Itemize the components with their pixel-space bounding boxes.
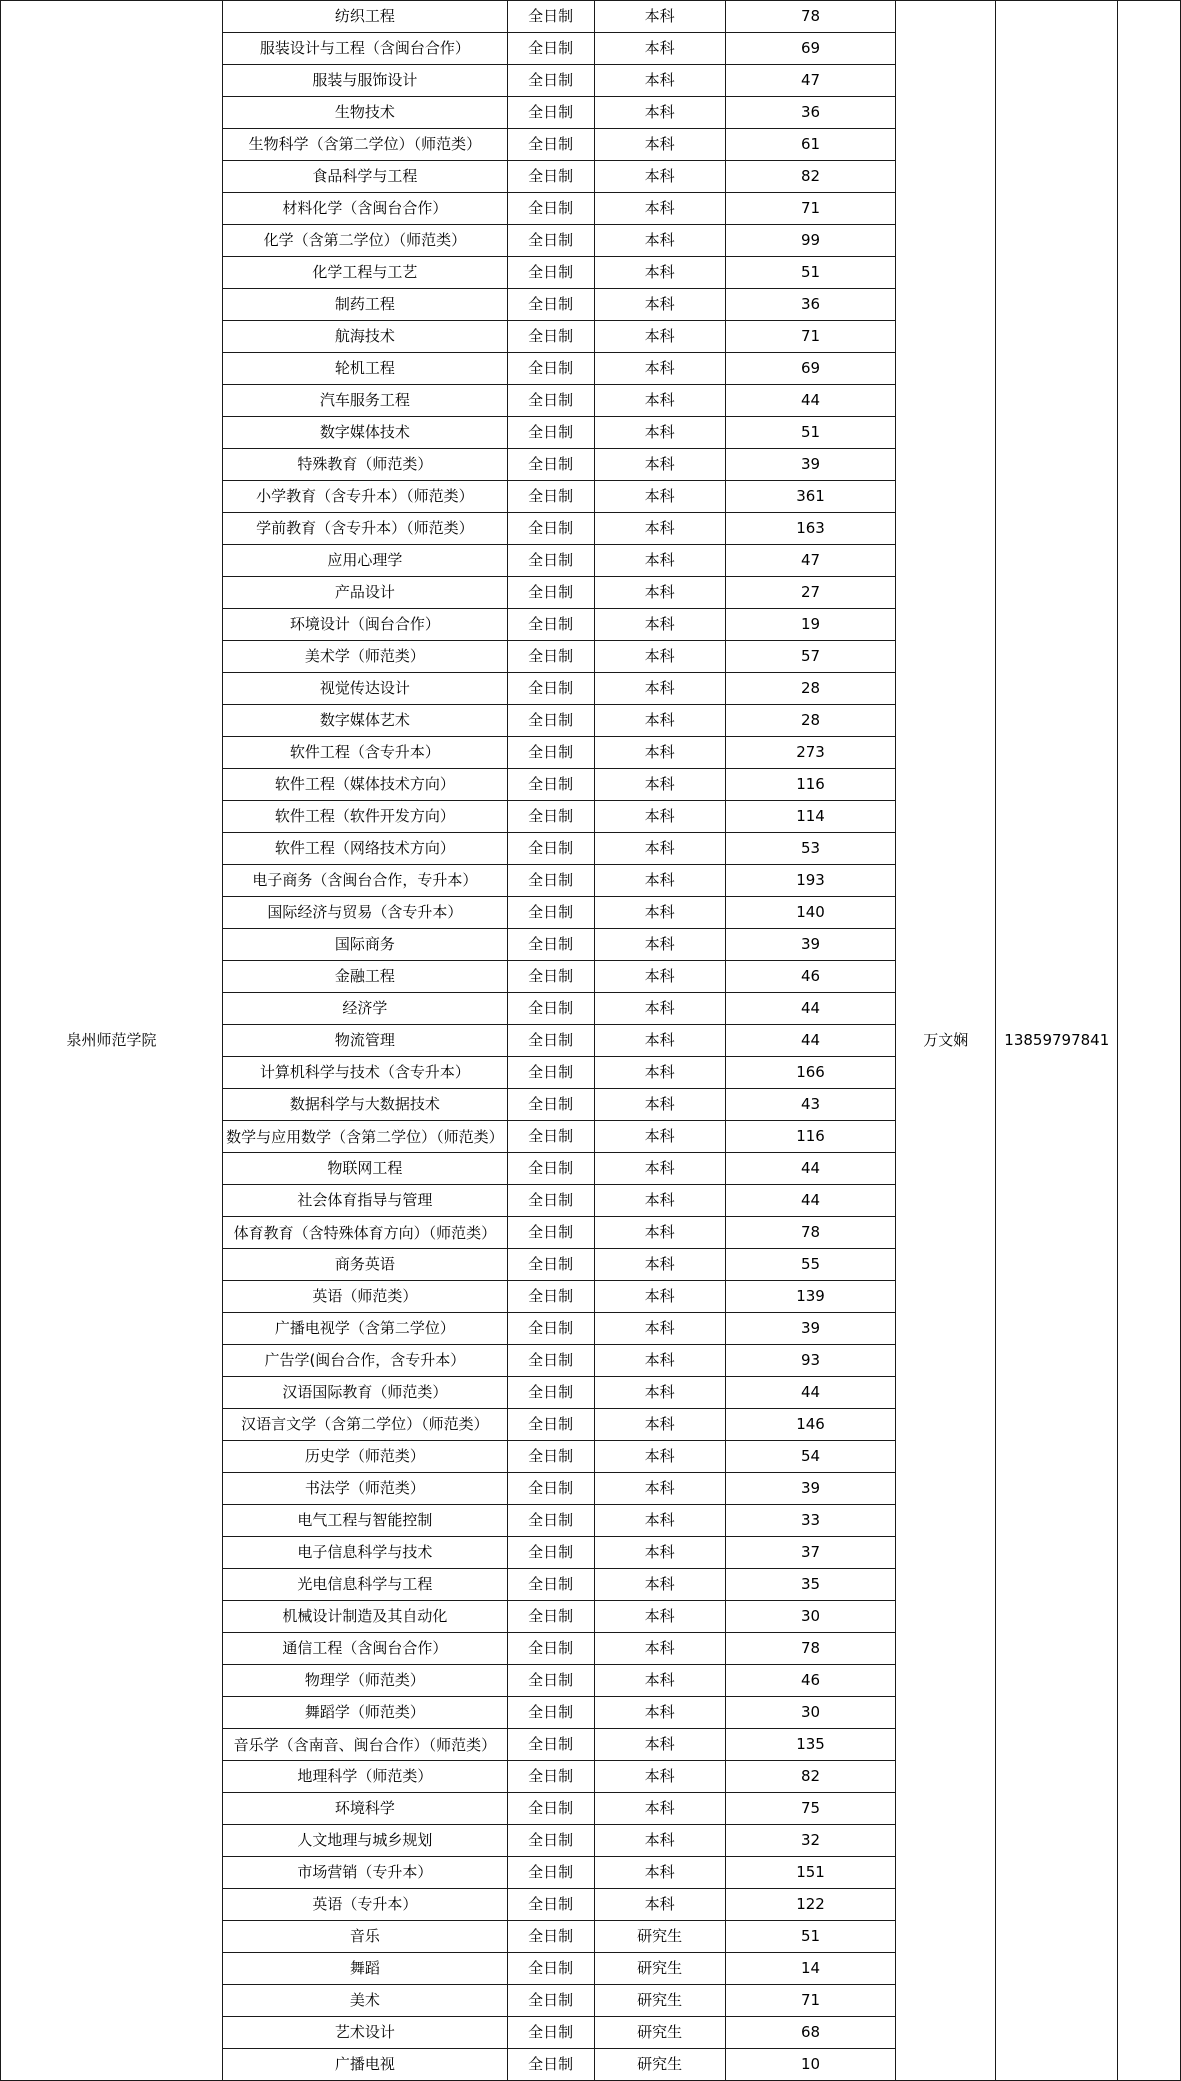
school-name-cell: 泉州师范学院 — [1, 1, 223, 2081]
major-cell: 电子商务（含闽台合作，专升本） — [223, 865, 508, 897]
study-mode-cell: 全日制 — [507, 1921, 594, 1953]
enrollment-count-cell: 116 — [725, 769, 896, 801]
degree-level-cell: 本科 — [594, 321, 725, 353]
enrollment-count-cell: 57 — [725, 641, 896, 673]
study-mode-cell: 全日制 — [507, 961, 594, 993]
degree-level-cell: 本科 — [594, 801, 725, 833]
major-cell: 地理科学（师范类） — [223, 1761, 508, 1793]
enrollment-count-cell: 27 — [725, 577, 896, 609]
degree-level-cell: 本科 — [594, 1185, 725, 1217]
study-mode-cell: 全日制 — [507, 833, 594, 865]
major-cell: 轮机工程 — [223, 353, 508, 385]
degree-level-cell: 本科 — [594, 257, 725, 289]
degree-level-cell: 本科 — [594, 1345, 725, 1377]
major-cell: 小学教育（含专升本）（师范类） — [223, 481, 508, 513]
degree-level-cell: 本科 — [594, 673, 725, 705]
enrollment-count-cell: 36 — [725, 97, 896, 129]
major-cell: 化学（含第二学位）（师范类） — [223, 225, 508, 257]
degree-level-cell: 本科 — [594, 1, 725, 33]
study-mode-cell: 全日制 — [507, 1697, 594, 1729]
major-cell: 物理学（师范类） — [223, 1665, 508, 1697]
study-mode-cell: 全日制 — [507, 673, 594, 705]
major-cell: 国际经济与贸易（含专升本） — [223, 897, 508, 929]
enrollment-count-cell: 82 — [725, 161, 896, 193]
enrollment-count-cell: 10 — [725, 2049, 896, 2081]
major-cell: 美术 — [223, 1985, 508, 2017]
enrollment-count-cell: 19 — [725, 609, 896, 641]
major-cell: 服装与服饰设计 — [223, 65, 508, 97]
major-cell: 数学与应用数学（含第二学位）（师范类） — [223, 1121, 508, 1153]
enrollment-count-cell: 30 — [725, 1697, 896, 1729]
degree-level-cell: 本科 — [594, 865, 725, 897]
major-cell: 纺织工程 — [223, 1, 508, 33]
degree-level-cell: 本科 — [594, 1889, 725, 1921]
enrollment-count-cell: 32 — [725, 1825, 896, 1857]
degree-level-cell: 本科 — [594, 289, 725, 321]
major-cell: 生物科学（含第二学位）（师范类） — [223, 129, 508, 161]
major-cell: 体育教育（含特殊体育方向）（师范类） — [223, 1217, 508, 1249]
major-cell: 电子信息科学与技术 — [223, 1537, 508, 1569]
degree-level-cell: 本科 — [594, 1441, 725, 1473]
major-cell: 人文地理与城乡规划 — [223, 1825, 508, 1857]
study-mode-cell: 全日制 — [507, 1089, 594, 1121]
enrollment-count-cell: 39 — [725, 929, 896, 961]
study-mode-cell: 全日制 — [507, 1313, 594, 1345]
study-mode-cell: 全日制 — [507, 769, 594, 801]
enrollment-count-cell: 122 — [725, 1889, 896, 1921]
study-mode-cell: 全日制 — [507, 1825, 594, 1857]
degree-level-cell: 本科 — [594, 417, 725, 449]
enrollment-count-cell: 93 — [725, 1345, 896, 1377]
study-mode-cell: 全日制 — [507, 321, 594, 353]
enrollment-count-cell: 51 — [725, 417, 896, 449]
study-mode-cell: 全日制 — [507, 193, 594, 225]
major-cell: 通信工程（含闽台合作） — [223, 1633, 508, 1665]
major-cell: 制药工程 — [223, 289, 508, 321]
enrollment-count-cell: 36 — [725, 289, 896, 321]
table-body — [1, 1, 1181, 2081]
study-mode-cell: 全日制 — [507, 417, 594, 449]
degree-level-cell: 本科 — [594, 1665, 725, 1697]
major-cell: 环境设计（闽台合作） — [223, 609, 508, 641]
study-mode-cell: 全日制 — [507, 1345, 594, 1377]
study-mode-cell: 全日制 — [507, 1473, 594, 1505]
enrollment-count-cell: 43 — [725, 1089, 896, 1121]
degree-level-cell: 本科 — [594, 1249, 725, 1281]
degree-level-cell: 研究生 — [594, 1985, 725, 2017]
enrollment-count-cell: 35 — [725, 1569, 896, 1601]
study-mode-cell: 全日制 — [507, 1665, 594, 1697]
major-cell: 汉语言文学（含第二学位）（师范类） — [223, 1409, 508, 1441]
degree-level-cell: 本科 — [594, 705, 725, 737]
study-mode-cell: 全日制 — [507, 2049, 594, 2081]
notes-cell — [1118, 1, 1181, 2081]
study-mode-cell: 全日制 — [507, 609, 594, 641]
enrollment-count-cell: 47 — [725, 545, 896, 577]
major-cell: 广播电视学（含第二学位） — [223, 1313, 508, 1345]
study-mode-cell: 全日制 — [507, 1153, 594, 1185]
degree-level-cell: 本科 — [594, 1505, 725, 1537]
degree-level-cell: 本科 — [594, 1409, 725, 1441]
major-cell: 化学工程与工艺 — [223, 257, 508, 289]
study-mode-cell: 全日制 — [507, 737, 594, 769]
enrollment-count-cell: 44 — [725, 1185, 896, 1217]
degree-level-cell: 本科 — [594, 1025, 725, 1057]
enrollment-count-cell: 82 — [725, 1761, 896, 1793]
major-cell: 电气工程与智能控制 — [223, 1505, 508, 1537]
enrollment-count-cell: 78 — [725, 1633, 896, 1665]
major-cell: 舞蹈 — [223, 1953, 508, 1985]
enrollment-count-cell: 30 — [725, 1601, 896, 1633]
degree-level-cell: 本科 — [594, 1281, 725, 1313]
degree-level-cell: 本科 — [594, 449, 725, 481]
major-cell: 软件工程（媒体技术方向） — [223, 769, 508, 801]
enrollment-count-cell: 39 — [725, 449, 896, 481]
major-cell: 金融工程 — [223, 961, 508, 993]
study-mode-cell: 全日制 — [507, 161, 594, 193]
degree-level-cell: 本科 — [594, 1761, 725, 1793]
degree-level-cell: 研究生 — [594, 2017, 725, 2049]
study-mode-cell: 全日制 — [507, 1953, 594, 1985]
contact-phone-cell: 13859797841 — [996, 1, 1118, 2081]
degree-level-cell: 本科 — [594, 1153, 725, 1185]
study-mode-cell: 全日制 — [507, 1, 594, 33]
degree-level-cell: 本科 — [594, 225, 725, 257]
enrollment-count-cell: 28 — [725, 705, 896, 737]
major-cell: 历史学（师范类） — [223, 1441, 508, 1473]
enrollment-count-cell: 55 — [725, 1249, 896, 1281]
enrollment-count-cell: 361 — [725, 481, 896, 513]
enrollment-count-cell: 69 — [725, 353, 896, 385]
enrollment-count-cell: 163 — [725, 513, 896, 545]
enrollment-count-cell: 44 — [725, 1153, 896, 1185]
enrollment-count-cell: 151 — [725, 1857, 896, 1889]
degree-level-cell: 本科 — [594, 1633, 725, 1665]
enrollment-count-cell: 114 — [725, 801, 896, 833]
degree-level-cell: 本科 — [594, 1089, 725, 1121]
enrollment-count-cell: 37 — [725, 1537, 896, 1569]
study-mode-cell: 全日制 — [507, 1121, 594, 1153]
degree-level-cell: 本科 — [594, 1601, 725, 1633]
degree-level-cell: 本科 — [594, 577, 725, 609]
major-cell: 经济学 — [223, 993, 508, 1025]
study-mode-cell: 全日制 — [507, 65, 594, 97]
enrollment-count-cell: 68 — [725, 2017, 896, 2049]
enrollment-count-cell: 78 — [725, 1, 896, 33]
major-cell: 学前教育（含专升本）（师范类） — [223, 513, 508, 545]
enrollment-count-cell: 166 — [725, 1057, 896, 1089]
study-mode-cell: 全日制 — [507, 1441, 594, 1473]
enrollment-count-cell: 53 — [725, 833, 896, 865]
degree-level-cell: 本科 — [594, 1697, 725, 1729]
study-mode-cell: 全日制 — [507, 1857, 594, 1889]
enrollment-count-cell: 71 — [725, 1985, 896, 2017]
degree-level-cell: 本科 — [594, 1217, 725, 1249]
study-mode-cell: 全日制 — [507, 865, 594, 897]
degree-level-cell: 本科 — [594, 129, 725, 161]
degree-level-cell: 本科 — [594, 65, 725, 97]
major-cell: 美术学（师范类） — [223, 641, 508, 673]
major-cell: 艺术设计 — [223, 2017, 508, 2049]
study-mode-cell: 全日制 — [507, 1729, 594, 1761]
enrollment-count-cell: 135 — [725, 1729, 896, 1761]
major-cell: 英语（专升本） — [223, 1889, 508, 1921]
enrollment-count-cell: 146 — [725, 1409, 896, 1441]
major-cell: 广告学(闽台合作，含专升本） — [223, 1345, 508, 1377]
degree-level-cell: 本科 — [594, 769, 725, 801]
table-row — [1, 1, 1181, 33]
enrollment-count-cell: 14 — [725, 1953, 896, 1985]
major-cell: 生物技术 — [223, 97, 508, 129]
enrollment-count-cell: 44 — [725, 993, 896, 1025]
study-mode-cell: 全日制 — [507, 1601, 594, 1633]
enrollment-count-cell: 61 — [725, 129, 896, 161]
major-cell: 社会体育指导与管理 — [223, 1185, 508, 1217]
contact-person-cell: 万文娴 — [896, 1, 996, 2081]
enrollment-count-cell: 116 — [725, 1121, 896, 1153]
major-cell: 材料化学（含闽台合作） — [223, 193, 508, 225]
major-cell: 软件工程（网络技术方向） — [223, 833, 508, 865]
major-cell: 物联网工程 — [223, 1153, 508, 1185]
enrollment-count-cell: 193 — [725, 865, 896, 897]
enrollment-count-cell: 99 — [725, 225, 896, 257]
major-cell: 机械设计制造及其自动化 — [223, 1601, 508, 1633]
degree-level-cell: 本科 — [594, 161, 725, 193]
study-mode-cell: 全日制 — [507, 705, 594, 737]
degree-level-cell: 本科 — [594, 1729, 725, 1761]
degree-level-cell: 本科 — [594, 1377, 725, 1409]
major-cell: 应用心理学 — [223, 545, 508, 577]
study-mode-cell: 全日制 — [507, 1761, 594, 1793]
major-cell: 商务英语 — [223, 1249, 508, 1281]
degree-level-cell: 本科 — [594, 1473, 725, 1505]
study-mode-cell: 全日制 — [507, 1281, 594, 1313]
degree-level-cell: 本科 — [594, 929, 725, 961]
major-cell: 食品科学与工程 — [223, 161, 508, 193]
study-mode-cell: 全日制 — [507, 257, 594, 289]
enrollment-count-cell: 54 — [725, 1441, 896, 1473]
degree-level-cell: 本科 — [594, 1569, 725, 1601]
study-mode-cell: 全日制 — [507, 449, 594, 481]
degree-level-cell: 本科 — [594, 993, 725, 1025]
degree-level-cell: 本科 — [594, 33, 725, 65]
study-mode-cell: 全日制 — [507, 1505, 594, 1537]
study-mode-cell: 全日制 — [507, 1537, 594, 1569]
degree-level-cell: 本科 — [594, 193, 725, 225]
major-cell: 汽车服务工程 — [223, 385, 508, 417]
study-mode-cell: 全日制 — [507, 1569, 594, 1601]
degree-level-cell: 本科 — [594, 513, 725, 545]
enrollment-count-cell: 46 — [725, 1665, 896, 1697]
degree-level-cell: 本科 — [594, 1857, 725, 1889]
major-cell: 汉语国际教育（师范类） — [223, 1377, 508, 1409]
degree-level-cell: 本科 — [594, 1793, 725, 1825]
study-mode-cell: 全日制 — [507, 1633, 594, 1665]
major-cell: 物流管理 — [223, 1025, 508, 1057]
study-mode-cell: 全日制 — [507, 2017, 594, 2049]
enrollment-count-cell: 28 — [725, 673, 896, 705]
major-cell: 书法学（师范类） — [223, 1473, 508, 1505]
major-cell: 数字媒体技术 — [223, 417, 508, 449]
study-mode-cell: 全日制 — [507, 1409, 594, 1441]
major-cell: 市场营销（专升本） — [223, 1857, 508, 1889]
study-mode-cell: 全日制 — [507, 513, 594, 545]
enrollment-count-cell: 47 — [725, 65, 896, 97]
study-mode-cell: 全日制 — [507, 1057, 594, 1089]
enrollment-count-cell: 71 — [725, 321, 896, 353]
degree-level-cell: 本科 — [594, 545, 725, 577]
major-cell: 视觉传达设计 — [223, 673, 508, 705]
degree-level-cell: 本科 — [594, 481, 725, 513]
enrollment-count-cell: 44 — [725, 1377, 896, 1409]
major-cell: 数据科学与大数据技术 — [223, 1089, 508, 1121]
degree-level-cell: 本科 — [594, 97, 725, 129]
enrollment-count-cell: 51 — [725, 1921, 896, 1953]
degree-level-cell: 本科 — [594, 353, 725, 385]
degree-level-cell: 本科 — [594, 1825, 725, 1857]
enrollment-count-cell: 44 — [725, 1025, 896, 1057]
study-mode-cell: 全日制 — [507, 1185, 594, 1217]
major-cell: 产品设计 — [223, 577, 508, 609]
degree-level-cell: 本科 — [594, 1313, 725, 1345]
study-mode-cell: 全日制 — [507, 353, 594, 385]
study-mode-cell: 全日制 — [507, 1377, 594, 1409]
degree-level-cell: 本科 — [594, 961, 725, 993]
degree-level-cell: 本科 — [594, 1057, 725, 1089]
major-cell: 特殊教育（师范类） — [223, 449, 508, 481]
study-mode-cell: 全日制 — [507, 385, 594, 417]
degree-level-cell: 本科 — [594, 897, 725, 929]
enrollment-count-cell: 39 — [725, 1473, 896, 1505]
enrollment-count-cell: 71 — [725, 193, 896, 225]
enrollment-count-cell: 44 — [725, 385, 896, 417]
major-cell: 计算机科学与技术（含专升本） — [223, 1057, 508, 1089]
study-mode-cell: 全日制 — [507, 577, 594, 609]
study-mode-cell: 全日制 — [507, 1889, 594, 1921]
enrollment-count-cell: 273 — [725, 737, 896, 769]
study-mode-cell: 全日制 — [507, 225, 594, 257]
study-mode-cell: 全日制 — [507, 1985, 594, 2017]
major-cell: 音乐 — [223, 1921, 508, 1953]
major-cell: 音乐学（含南音、闽台合作）（师范类） — [223, 1729, 508, 1761]
major-cell: 服装设计与工程（含闽台合作） — [223, 33, 508, 65]
major-cell: 软件工程（软件开发方向） — [223, 801, 508, 833]
study-mode-cell: 全日制 — [507, 97, 594, 129]
major-cell: 广播电视 — [223, 2049, 508, 2081]
study-mode-cell: 全日制 — [507, 1249, 594, 1281]
major-cell: 软件工程（含专升本） — [223, 737, 508, 769]
enrollment-count-cell: 140 — [725, 897, 896, 929]
enrollment-count-cell: 75 — [725, 1793, 896, 1825]
degree-level-cell: 本科 — [594, 609, 725, 641]
study-mode-cell: 全日制 — [507, 1217, 594, 1249]
major-cell: 环境科学 — [223, 1793, 508, 1825]
study-mode-cell: 全日制 — [507, 33, 594, 65]
study-mode-cell: 全日制 — [507, 545, 594, 577]
enrollment-count-cell: 139 — [725, 1281, 896, 1313]
major-cell: 英语（师范类） — [223, 1281, 508, 1313]
major-cell: 航海技术 — [223, 321, 508, 353]
enrollment-count-cell: 51 — [725, 257, 896, 289]
enrollment-count-cell: 33 — [725, 1505, 896, 1537]
degree-level-cell: 研究生 — [594, 1921, 725, 1953]
study-mode-cell: 全日制 — [507, 641, 594, 673]
study-mode-cell: 全日制 — [507, 1025, 594, 1057]
degree-level-cell: 本科 — [594, 833, 725, 865]
degree-level-cell: 研究生 — [594, 2049, 725, 2081]
major-cell: 舞蹈学（师范类） — [223, 1697, 508, 1729]
degree-level-cell: 本科 — [594, 641, 725, 673]
study-mode-cell: 全日制 — [507, 289, 594, 321]
degree-level-cell: 本科 — [594, 385, 725, 417]
degree-level-cell: 研究生 — [594, 1953, 725, 1985]
study-mode-cell: 全日制 — [507, 929, 594, 961]
enrollment-count-cell: 46 — [725, 961, 896, 993]
enrollment-count-cell: 69 — [725, 33, 896, 65]
study-mode-cell: 全日制 — [507, 481, 594, 513]
study-mode-cell: 全日制 — [507, 129, 594, 161]
major-cell: 数字媒体艺术 — [223, 705, 508, 737]
study-mode-cell: 全日制 — [507, 801, 594, 833]
study-mode-cell: 全日制 — [507, 1793, 594, 1825]
major-cell: 光电信息科学与工程 — [223, 1569, 508, 1601]
enrollment-count-cell: 39 — [725, 1313, 896, 1345]
study-mode-cell: 全日制 — [507, 897, 594, 929]
enrollment-count-cell: 78 — [725, 1217, 896, 1249]
degree-level-cell: 本科 — [594, 737, 725, 769]
degree-level-cell: 本科 — [594, 1537, 725, 1569]
study-mode-cell: 全日制 — [507, 993, 594, 1025]
degree-level-cell: 本科 — [594, 1121, 725, 1153]
major-cell: 国际商务 — [223, 929, 508, 961]
